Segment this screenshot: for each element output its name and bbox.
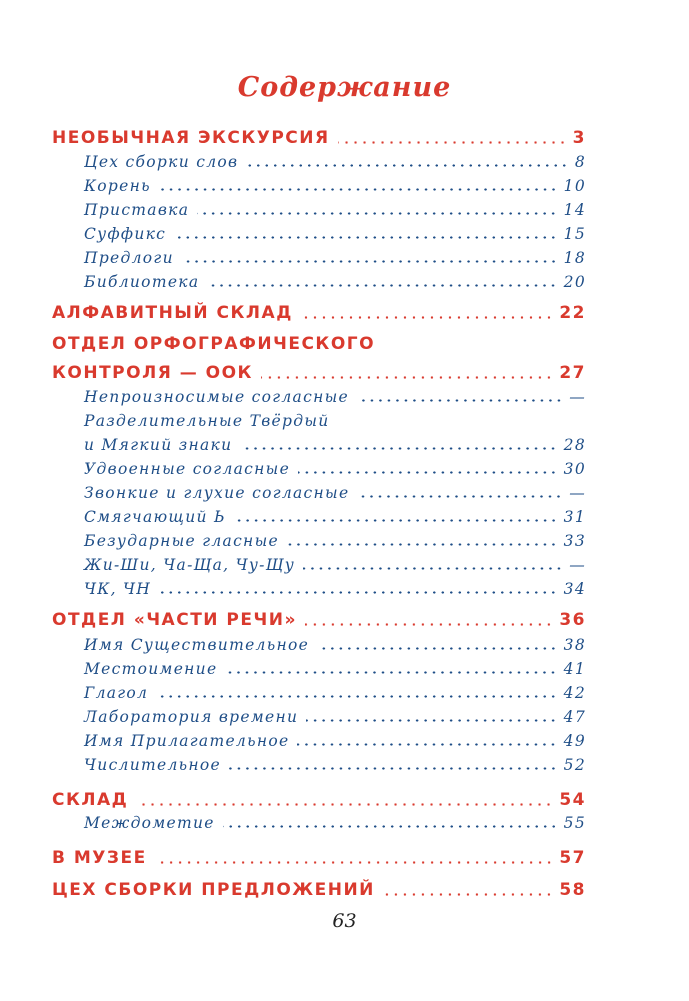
toc-entry-label: и Мягкий знаки bbox=[84, 436, 233, 454]
toc-page-number: 30 bbox=[563, 460, 586, 478]
toc-entry-label: Приставка bbox=[84, 201, 190, 219]
toc-entry-label: Библиотека bbox=[84, 273, 200, 291]
toc-page-number: 33 bbox=[563, 532, 586, 550]
toc-entry-label: Непроизносимые согласные bbox=[84, 388, 349, 406]
dot-leader bbox=[234, 519, 558, 522]
toc-page-number: 15 bbox=[563, 225, 586, 243]
toc-entry-label: В МУЗЕЕ bbox=[52, 848, 147, 868]
dot-leader bbox=[159, 591, 558, 594]
toc-entry-label: Цех сборки слов bbox=[84, 153, 239, 171]
toc-subsection-entry[interactable] bbox=[84, 249, 586, 267]
toc-page-number: 54 bbox=[559, 790, 586, 810]
toc-page-number: — bbox=[569, 484, 586, 502]
toc-subsection-entry[interactable] bbox=[84, 660, 586, 678]
toc-entry-label: АЛФАВИТНЫЙ СКЛАД bbox=[52, 303, 293, 323]
dot-leader bbox=[261, 376, 553, 379]
dot-leader bbox=[297, 743, 557, 746]
toc-page-number: 52 bbox=[563, 756, 586, 774]
dot-leader bbox=[338, 141, 567, 144]
toc-page-number: 10 bbox=[563, 177, 586, 195]
toc-subsection-entry[interactable] bbox=[84, 388, 586, 406]
toc-subsection-entry[interactable] bbox=[84, 708, 586, 726]
toc-page-number: 31 bbox=[563, 508, 586, 526]
toc-page-number: 41 bbox=[563, 660, 586, 678]
toc-page-number: — bbox=[569, 388, 586, 406]
toc-entry-label: Глагол bbox=[84, 684, 149, 702]
dot-leader bbox=[357, 399, 563, 402]
dot-leader bbox=[225, 671, 557, 674]
toc-entry-label: Звонкие и глухие согласные bbox=[84, 484, 350, 502]
toc-section-entry[interactable] bbox=[52, 363, 586, 383]
toc-subsection-entry[interactable] bbox=[84, 580, 586, 598]
toc-subsection-entry[interactable] bbox=[84, 556, 586, 574]
dot-leader bbox=[156, 695, 557, 698]
toc-subsection-entry[interactable] bbox=[84, 814, 586, 832]
toc-page-number: 42 bbox=[563, 684, 586, 702]
toc-entry-label: Имя Существительное bbox=[84, 636, 310, 654]
toc-subsection-entry[interactable] bbox=[84, 225, 586, 243]
dot-leader bbox=[383, 893, 553, 896]
toc-page-number: 34 bbox=[563, 580, 586, 598]
toc-subsection-entry[interactable] bbox=[84, 636, 586, 654]
toc-entry-label: НЕОБЫЧНАЯ ЭКСКУРСИЯ bbox=[52, 128, 330, 148]
toc-subsection-entry[interactable] bbox=[84, 273, 586, 291]
toc-section-entry[interactable] bbox=[52, 610, 586, 630]
page-number: 63 bbox=[332, 910, 357, 932]
toc-page-number: 22 bbox=[559, 303, 586, 323]
dot-leader bbox=[182, 260, 558, 263]
toc-subsection-entry[interactable] bbox=[84, 153, 586, 171]
toc-page-number: 14 bbox=[563, 201, 586, 219]
toc-entry-label: ЧК, ЧН bbox=[84, 580, 152, 598]
toc-page-number: 3 bbox=[572, 128, 586, 148]
toc-entry-label: ОТДЕЛ «ЧАСТИ РЕЧИ» bbox=[52, 610, 297, 630]
toc-entry-label: Лаборатория времени bbox=[84, 708, 299, 726]
toc-entry-label: Удвоенные согласные bbox=[84, 460, 291, 478]
toc-page-number: 55 bbox=[563, 814, 586, 832]
toc-page-number: 28 bbox=[563, 436, 586, 454]
dot-leader bbox=[174, 236, 558, 239]
toc-page-number: 57 bbox=[559, 848, 586, 868]
page-title: Содержание bbox=[237, 72, 452, 103]
toc-page-number: 18 bbox=[563, 249, 586, 267]
dot-leader bbox=[357, 495, 563, 498]
dot-leader bbox=[223, 825, 558, 828]
toc-entry-label-line1: Разделительные Твёрдый bbox=[84, 412, 330, 430]
toc-subsection-entry[interactable] bbox=[84, 201, 586, 219]
toc-subsection-entry[interactable] bbox=[84, 732, 586, 750]
toc-page-number: 49 bbox=[563, 732, 586, 750]
toc-entry-label: Суффикс bbox=[84, 225, 167, 243]
dot-leader bbox=[317, 647, 558, 650]
toc-entry-label: Местоимение bbox=[84, 660, 218, 678]
toc-page-number: 8 bbox=[574, 153, 586, 171]
toc-section-entry[interactable] bbox=[52, 848, 586, 868]
dot-leader bbox=[305, 623, 553, 626]
toc-entry-label: Числительное bbox=[84, 756, 221, 774]
toc-page-number: 36 bbox=[559, 610, 586, 630]
toc-page-number: 58 bbox=[559, 880, 586, 900]
toc-page-number: 47 bbox=[563, 708, 586, 726]
dot-leader bbox=[298, 471, 558, 474]
toc-subsection-entry[interactable] bbox=[84, 684, 586, 702]
toc-subsection-entry[interactable] bbox=[84, 756, 586, 774]
dot-leader bbox=[306, 719, 557, 722]
dot-leader bbox=[287, 543, 558, 546]
toc-entry-label: Имя Прилагательное bbox=[84, 732, 290, 750]
toc-entry-label-line1: ОТДЕЛ ОРФОГРАФИЧЕСКОГО bbox=[52, 334, 376, 354]
toc-entry-label: Корень bbox=[84, 177, 151, 195]
toc-section-entry[interactable] bbox=[52, 880, 586, 900]
toc-section-entry[interactable] bbox=[52, 790, 586, 810]
dot-leader bbox=[197, 212, 557, 215]
toc-entry-label: ЦЕХ СБОРКИ ПРЕДЛОЖЕНИЙ bbox=[52, 880, 375, 900]
toc-subsection-entry[interactable] bbox=[84, 177, 586, 195]
toc-entry-label: Междометие bbox=[84, 814, 215, 832]
toc-entry-label: Жи-Ши, Ча-Ща, Чу-Щу bbox=[84, 556, 295, 574]
dot-leader bbox=[155, 861, 554, 864]
toc-page-number: 20 bbox=[563, 273, 586, 291]
toc-subsection-entry[interactable] bbox=[84, 484, 586, 502]
toc-entry-label: Безударные гласные bbox=[84, 532, 279, 550]
dot-leader bbox=[207, 284, 557, 287]
toc-entry-label: СКЛАД bbox=[52, 790, 129, 810]
toc-page-number: — bbox=[569, 556, 586, 574]
dot-leader bbox=[240, 447, 557, 450]
toc-page-number: 38 bbox=[563, 636, 586, 654]
toc-entry-label: Предлоги bbox=[84, 249, 174, 267]
toc-entry-label: Смягчающий Ь bbox=[84, 508, 226, 526]
toc-section-entry[interactable] bbox=[52, 303, 586, 323]
toc-subsection-entry[interactable] bbox=[84, 532, 586, 550]
toc-subsection-entry[interactable] bbox=[84, 460, 586, 478]
dot-leader bbox=[246, 164, 569, 167]
dot-leader bbox=[303, 567, 563, 570]
toc-page-number: 27 bbox=[559, 363, 586, 383]
toc-section-entry[interactable] bbox=[52, 128, 586, 148]
dot-leader bbox=[159, 188, 558, 191]
dot-leader bbox=[301, 316, 553, 319]
toc-entry-label: КОНТРОЛЯ — ООК bbox=[52, 363, 253, 383]
dot-leader bbox=[136, 803, 553, 806]
dot-leader bbox=[229, 767, 558, 770]
toc-subsection-entry[interactable] bbox=[84, 436, 586, 454]
toc-subsection-entry[interactable] bbox=[84, 508, 586, 526]
